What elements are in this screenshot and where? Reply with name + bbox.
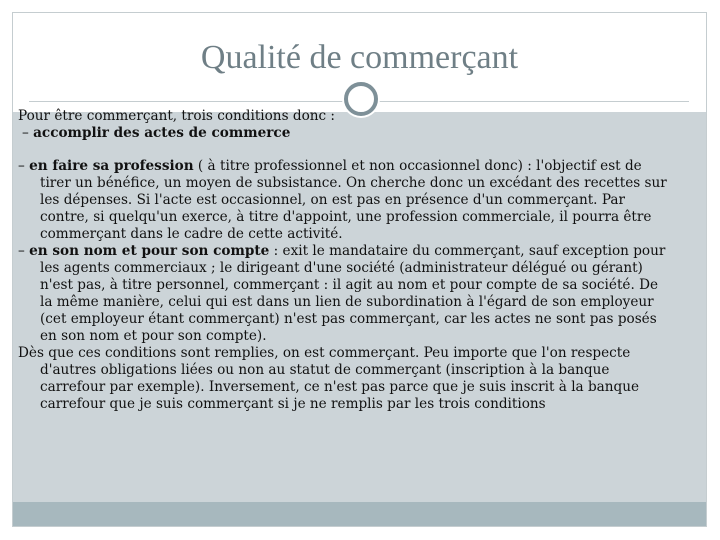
- condition-2-dash: –: [18, 158, 25, 174]
- body-text: [18, 108, 668, 413]
- title-divider-right: [379, 101, 689, 102]
- conclusion-text: Dès que ces conditions sont remplies, on est commerçant. Peu importe que l'on respecte d'autres obligations liées ou non au statut de commerçant (inscription à la banque carrefour par exemple). Inversement, ce n'est pas parce que je suis inscrit à la banque carrefour que je suis commerçant si je ne remplis par les trois conditions: [18, 345, 640, 412]
- slide-title: Qualité de commerçant: [200, 39, 519, 76]
- condition-3-text: : exit le mandataire du commerçant, sauf exception pour les agents commerciaux ; le dirigeant d'une société (administrateur délégué ou gérant) n'est pas, à titre personnel, commerçant : il agit au nom et pour compte de sa société. De la même manière, celui qui est dans un lien de subordination à l'égard de son employeur (cet employeur étant commerçant) n'est pas commerçant, car les actes ne sont pas posés en son nom et pour son compte).: [40, 243, 666, 344]
- intro-text: Pour être commerçant, trois conditions donc :: [18, 108, 336, 124]
- spacer: [18, 142, 668, 158]
- condition-2-label: en faire sa profession: [29, 158, 194, 174]
- condition-2: [18, 158, 668, 243]
- footer-bar: [13, 502, 706, 526]
- title-divider-left: [29, 101, 343, 102]
- condition-2-text: ( à titre professionnel et non occasionnel donc) : l'objectif est de tirer un bénéfice, un moyen de subsistance. On cherche donc un excédant des recettes sur les dépenses. Si l'acte est occasionnel, on est pas en présence d'un commerçant. Par contre, si quelqu'un exerce, à titre d'appoint, une profession commerciale, il pourra être commerçant dans le cadre de cette activité.: [40, 158, 667, 242]
- condition-1-dash: –: [22, 125, 29, 141]
- condition-3: [18, 243, 668, 345]
- condition-3-dash: –: [18, 243, 25, 259]
- decorative-circle-icon: [344, 82, 378, 116]
- condition-1-label: accomplir des actes de commerce: [33, 125, 291, 141]
- condition-3-label: en son nom et pour son compte: [29, 243, 270, 259]
- condition-1: [18, 125, 668, 142]
